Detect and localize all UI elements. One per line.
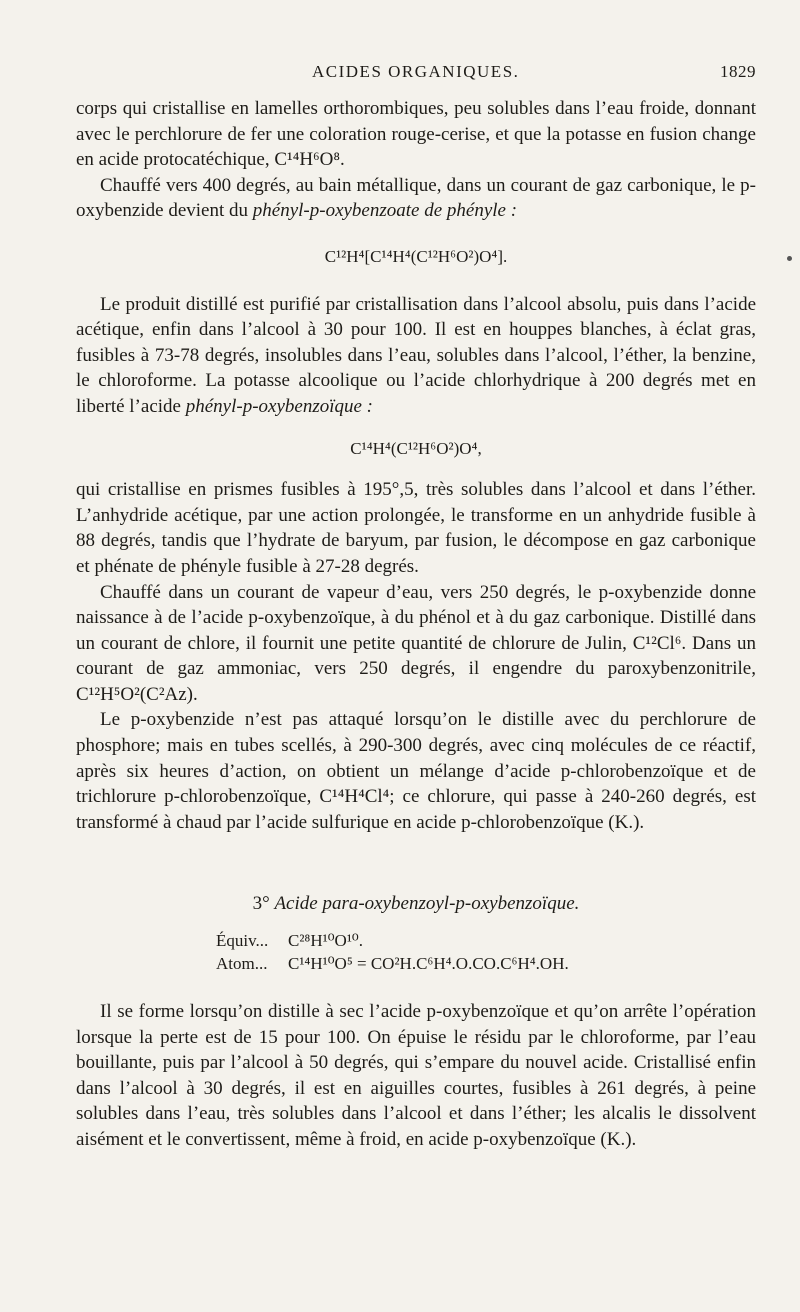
margin-mark: [787, 256, 792, 261]
equivalents-block: [216, 929, 756, 975]
paragraph-7: Il se forme lorsqu’on distille à sec l’acide p-oxybenzoïque et qu’on arrête l’opération lorsque la perte est de 15 pour 100. On épuise le résidu par le chloroforme, par l’eau bouillante, puis par l’alcool à 50 degrés, qui s’empare du nouvel acide. Cristallisé enfin dans l’alcool à 30 degrés, il est en aiguilles courtes, fusibles à 261 degrés, à peine solubles dans l’eau, très solubles dans l’alcool et dans l’éther; les alcalis le dissolvent aisément et le convertissent, même à froid, en acide p-oxybenzoïque (K.).: [76, 1001, 756, 1150]
atom-row: [216, 952, 756, 975]
formula-block-1: C¹²H⁴[C¹⁴H⁴(C¹²H⁶O²)O⁴].: [324, 246, 508, 266]
page-body: [76, 96, 756, 1153]
compound-name: phényl-p-oxybenzoïque :: [185, 395, 374, 417]
paragraph-3: Le produit distillé est purifié par cristallisation dans l’alcool absolu, puis dans l’acide acétique, enfin dans l’alcool à 30 pour 100. Il est en houppes blanches, à éclat gras, fusibles à 73-78 degrés, insolubles dans l’eau, solubles dans l’alcool, l’éther, la benzine, le chloroforme. La potasse alcoolique ou l’acide chlorhydrique à 200 degrés met en liberté l’acide phényl-p-oxybenzoïque :: [76, 293, 756, 417]
paragraph-2: Chauffé vers 400 degrés, au bain métallique, dans un courant de gaz carbonique, le p-oxybenzide devient du phényl-p-oxybenzoate de phényle :: [76, 174, 756, 222]
paragraph-5: Chauffé dans un courant de vapeur d’eau, vers 250 degrés, le p-oxybenzide donne naissance à de l’acide p-oxybenzoïque, à du phénol et à du gaz carbonique. Distillé dans un courant de chlore, il fournit une petite quantité de chlorure de Julin, C¹²Cl⁶. Dans un courant de gaz ammoniac, vers 250 degrés, il engendre du paroxybenzonitrile, C¹²H⁵O²(C²Az).: [76, 581, 756, 705]
formula-block-2: C¹⁴H⁴(C¹²H⁶O²)O⁴,: [350, 438, 482, 458]
paragraph-1: corps qui cristallise en lamelles orthorombiques, peu solubles dans l’eau froide, donnant avec le perchlorure de fer une coloration rouge-cerise, et que la potasse en fusion change en acide protocatéchique, C¹⁴H⁶O⁸.: [76, 98, 756, 171]
paragraph-4: qui cristallise en prismes fusibles à 195°,5, très solubles dans l’alcool et dans l’éther. L’anhydride acétique, par une action prolongée, le transforme en un anhydride fusible à 88 degrés, tandis que l’hydrate de baryum, par fusion, le décompose en gaz carbonique et phénate de phényle fusible à 27-28 degrés.: [76, 479, 756, 577]
section-heading: [76, 891, 756, 917]
equiv-row: [216, 929, 756, 952]
formula-inline: C¹⁴H⁶O⁸.: [274, 149, 345, 171]
page-number: 1829: [720, 62, 756, 81]
page-header: [0, 62, 800, 86]
atom-formula: C¹⁴H¹⁰O⁵ = CO²H.C⁶H⁴.O.CO.C⁶H⁴.OH.: [288, 954, 569, 974]
paragraph-6: Le p-oxybenzide n’est pas attaqué lorsqu’on le distille avec du perchlorure de phosphore; mais en tubes scellés, à 290-300 degrés, avec cinq molécules de ce réactif, après six heures d’action, on obtient un mélange d’acide p-chlorobenzoïque et de trichlorure p-chlorobenzoïque, C¹⁴H⁴Cl⁴; ce chlorure, qui passe à 240-260 degrés, est transformé à chaud par l’acide sulfurique en acide p-chlorobenzoïque (K.).: [76, 709, 756, 833]
section-gap: [76, 835, 756, 891]
atom-label: Atom...: [216, 954, 268, 974]
compound-name: phényl-p-oxybenzoate de phényle :: [252, 200, 518, 222]
running-title: ACIDES ORGANIQUES.: [312, 62, 520, 81]
equiv-formula: C²⁸H¹⁰O¹⁰.: [288, 931, 363, 951]
section-title: Acide para-oxybenzoyl-p-oxybenzoïque.: [274, 893, 580, 915]
equiv-label: Équiv...: [216, 931, 269, 951]
section-number: 3°: [252, 893, 270, 915]
